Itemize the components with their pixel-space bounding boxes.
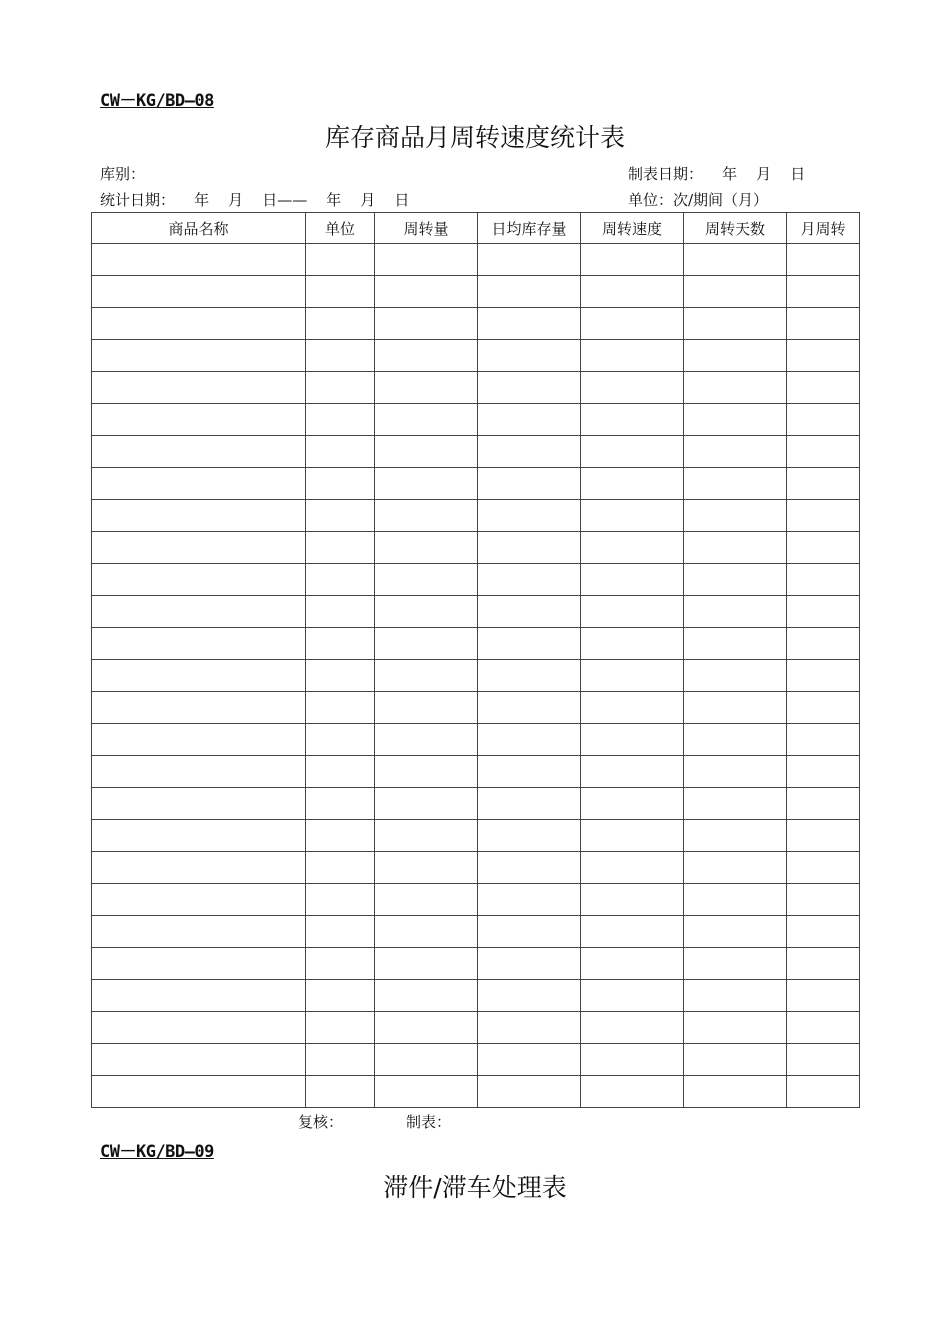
table-cell[interactable] <box>92 1012 306 1044</box>
table-cell[interactable] <box>684 980 787 1012</box>
table-cell[interactable] <box>92 564 306 596</box>
table-cell[interactable] <box>787 404 860 436</box>
table-cell[interactable] <box>478 404 581 436</box>
table-cell[interactable] <box>581 372 684 404</box>
table-cell[interactable] <box>306 724 375 756</box>
table-cell[interactable] <box>92 628 306 660</box>
table-cell[interactable] <box>787 372 860 404</box>
table-cell[interactable] <box>306 916 375 948</box>
table-cell[interactable] <box>684 660 787 692</box>
table-cell[interactable] <box>375 596 478 628</box>
table-cell[interactable] <box>478 1012 581 1044</box>
table-cell[interactable] <box>306 884 375 916</box>
table-cell[interactable] <box>306 1044 375 1076</box>
table-cell[interactable] <box>581 596 684 628</box>
table-cell[interactable] <box>478 308 581 340</box>
table-cell[interactable] <box>581 564 684 596</box>
unit-label: 单位：次/期间（月） <box>628 191 769 209</box>
table-cell[interactable] <box>375 436 478 468</box>
footer-review-label: 复核： <box>298 1113 344 1131</box>
table-cell[interactable] <box>684 820 787 852</box>
table-cell[interactable] <box>375 340 478 372</box>
table-cell[interactable] <box>92 340 306 372</box>
table-cell[interactable] <box>478 660 581 692</box>
table-row <box>92 276 860 308</box>
table-cell[interactable] <box>581 692 684 724</box>
table-cell[interactable] <box>684 564 787 596</box>
table-cell[interactable] <box>787 692 860 724</box>
table-cell[interactable] <box>787 1044 860 1076</box>
table-cell[interactable] <box>581 820 684 852</box>
table-cell[interactable] <box>92 276 306 308</box>
column-header-turnover-days: 周转天数 <box>684 213 787 244</box>
table-cell[interactable] <box>375 1076 478 1108</box>
table-row <box>92 916 860 948</box>
table-row <box>92 1076 860 1108</box>
table-cell[interactable] <box>375 1044 478 1076</box>
table-cell[interactable] <box>306 756 375 788</box>
table-row <box>92 532 860 564</box>
table-cell[interactable] <box>375 724 478 756</box>
table-cell[interactable] <box>306 372 375 404</box>
table-cell[interactable] <box>581 628 684 660</box>
table-cell[interactable] <box>787 1012 860 1044</box>
table-cell[interactable] <box>581 756 684 788</box>
table-cell[interactable] <box>92 1076 306 1108</box>
table-row <box>92 404 860 436</box>
table-header-row <box>92 213 860 244</box>
table-row <box>92 372 860 404</box>
table-row <box>92 980 860 1012</box>
table-cell[interactable] <box>581 500 684 532</box>
table-cell[interactable] <box>478 724 581 756</box>
table-cell[interactable] <box>787 756 860 788</box>
table-cell[interactable] <box>92 372 306 404</box>
table-cell[interactable] <box>684 532 787 564</box>
table-row <box>92 500 860 532</box>
table-cell[interactable] <box>306 596 375 628</box>
table-cell[interactable] <box>375 532 478 564</box>
table-cell[interactable] <box>478 276 581 308</box>
table-cell[interactable] <box>478 564 581 596</box>
table-cell[interactable] <box>306 660 375 692</box>
table-cell[interactable] <box>787 596 860 628</box>
table-cell[interactable] <box>375 820 478 852</box>
footer-prepared-label: 制表： <box>406 1113 452 1131</box>
column-header-avg-daily-stock: 日均库存量 <box>478 213 581 244</box>
table-cell[interactable] <box>581 404 684 436</box>
table-cell[interactable] <box>581 244 684 276</box>
table-row <box>92 948 860 980</box>
table-cell[interactable] <box>92 1044 306 1076</box>
table-cell[interactable] <box>787 500 860 532</box>
page-title: 库存商品月周转速度统计表 <box>324 123 625 152</box>
table-cell[interactable] <box>684 340 787 372</box>
form-code: CW－KG/BD—08 <box>100 91 214 111</box>
table-cell[interactable] <box>684 724 787 756</box>
table-cell[interactable] <box>478 596 581 628</box>
table-cell[interactable] <box>581 1076 684 1108</box>
table-cell[interactable] <box>787 724 860 756</box>
table-cell[interactable] <box>92 948 306 980</box>
table-cell[interactable] <box>684 1012 787 1044</box>
table-cell[interactable] <box>684 468 787 500</box>
table-cell[interactable] <box>306 436 375 468</box>
table-cell[interactable] <box>375 692 478 724</box>
table-cell[interactable] <box>92 436 306 468</box>
table-cell[interactable] <box>375 244 478 276</box>
table-cell[interactable] <box>581 724 684 756</box>
table-cell[interactable] <box>306 948 375 980</box>
table-cell[interactable] <box>306 468 375 500</box>
table-cell[interactable] <box>478 372 581 404</box>
table-cell[interactable] <box>478 1076 581 1108</box>
table-cell[interactable] <box>92 660 306 692</box>
table-cell[interactable] <box>581 308 684 340</box>
table-row <box>92 628 860 660</box>
table-cell[interactable] <box>684 852 787 884</box>
table-cell[interactable] <box>375 948 478 980</box>
column-header-unit: 单位 <box>306 213 375 244</box>
table-row <box>92 692 860 724</box>
table-row <box>92 564 860 596</box>
table-cell[interactable] <box>375 276 478 308</box>
column-header-monthly-turnover: 月周转 <box>787 213 860 244</box>
table-cell[interactable] <box>684 756 787 788</box>
table-cell[interactable] <box>787 788 860 820</box>
table-cell[interactable] <box>684 884 787 916</box>
warehouse-label: 库别： <box>100 165 146 183</box>
table-cell[interactable] <box>306 276 375 308</box>
table-cell[interactable] <box>306 980 375 1012</box>
table-cell[interactable] <box>306 308 375 340</box>
table-cell[interactable] <box>787 660 860 692</box>
table-cell[interactable] <box>787 308 860 340</box>
table-row <box>92 756 860 788</box>
table-row <box>92 884 860 916</box>
table-cell[interactable] <box>581 468 684 500</box>
table-cell[interactable] <box>92 756 306 788</box>
table-cell[interactable] <box>684 1076 787 1108</box>
table-cell[interactable] <box>478 628 581 660</box>
table-cell[interactable] <box>375 980 478 1012</box>
turnover-table <box>91 212 860 1108</box>
table-cell[interactable] <box>478 916 581 948</box>
table-cell[interactable] <box>375 404 478 436</box>
table-cell[interactable] <box>375 372 478 404</box>
table-cell[interactable] <box>684 276 787 308</box>
table-cell[interactable] <box>787 1076 860 1108</box>
table-cell[interactable] <box>478 1044 581 1076</box>
table-cell[interactable] <box>306 244 375 276</box>
table-cell[interactable] <box>92 404 306 436</box>
table-cell[interactable] <box>787 820 860 852</box>
table-cell[interactable] <box>92 724 306 756</box>
table-cell[interactable] <box>684 244 787 276</box>
table-cell[interactable] <box>684 372 787 404</box>
section-title-2: 滞件/滞车处理表 <box>383 1173 567 1202</box>
table-cell[interactable] <box>581 948 684 980</box>
table-cell[interactable] <box>478 980 581 1012</box>
table-cell[interactable] <box>478 500 581 532</box>
table-cell[interactable] <box>92 692 306 724</box>
table-cell[interactable] <box>684 404 787 436</box>
table-cell[interactable] <box>787 980 860 1012</box>
table-cell[interactable] <box>478 948 581 980</box>
table-cell[interactable] <box>684 916 787 948</box>
table-cell[interactable] <box>787 564 860 596</box>
table-cell[interactable] <box>92 500 306 532</box>
table-cell[interactable] <box>478 436 581 468</box>
column-header-turnover-speed: 周转速度 <box>581 213 684 244</box>
table-cell[interactable] <box>375 1012 478 1044</box>
table-cell[interactable] <box>581 884 684 916</box>
table-row <box>92 660 860 692</box>
table-cell[interactable] <box>92 596 306 628</box>
table-row <box>92 1044 860 1076</box>
table-cell[interactable] <box>375 916 478 948</box>
table-row <box>92 724 860 756</box>
table-cell[interactable] <box>478 244 581 276</box>
table-cell[interactable] <box>684 308 787 340</box>
table-cell[interactable] <box>684 948 787 980</box>
table-cell[interactable] <box>581 660 684 692</box>
table-cell[interactable] <box>581 436 684 468</box>
table-cell[interactable] <box>787 468 860 500</box>
table-cell[interactable] <box>478 756 581 788</box>
prepared-date-label: 制表日期： 年 月 日 <box>628 165 806 183</box>
table-row <box>92 596 860 628</box>
table-row <box>92 244 860 276</box>
table-cell[interactable] <box>92 532 306 564</box>
table-cell[interactable] <box>375 468 478 500</box>
table-row <box>92 788 860 820</box>
table-cell[interactable] <box>478 884 581 916</box>
table-cell[interactable] <box>306 1076 375 1108</box>
table-cell[interactable] <box>306 532 375 564</box>
table-row <box>92 1012 860 1044</box>
table-cell[interactable] <box>787 852 860 884</box>
table-cell[interactable] <box>787 436 860 468</box>
table-cell[interactable] <box>478 468 581 500</box>
table-cell[interactable] <box>787 244 860 276</box>
table-cell[interactable] <box>375 564 478 596</box>
table-cell[interactable] <box>92 820 306 852</box>
table-cell[interactable] <box>92 788 306 820</box>
table-cell[interactable] <box>581 532 684 564</box>
table-cell[interactable] <box>684 436 787 468</box>
table-cell[interactable] <box>581 340 684 372</box>
table-cell[interactable] <box>375 500 478 532</box>
table-cell[interactable] <box>787 532 860 564</box>
table-row <box>92 468 860 500</box>
table-cell[interactable] <box>478 340 581 372</box>
table-cell[interactable] <box>375 756 478 788</box>
table-cell[interactable] <box>306 628 375 660</box>
table-cell[interactable] <box>306 820 375 852</box>
table-cell[interactable] <box>684 628 787 660</box>
table-cell[interactable] <box>375 884 478 916</box>
stat-period-label: 统计日期： 年 月 日—— 年 月 日 <box>100 191 410 209</box>
table-cell[interactable] <box>375 788 478 820</box>
table-row <box>92 852 860 884</box>
table-row <box>92 436 860 468</box>
table-row <box>92 308 860 340</box>
table-cell[interactable] <box>478 852 581 884</box>
table-cell[interactable] <box>306 788 375 820</box>
table-cell[interactable] <box>306 852 375 884</box>
table-body <box>92 244 860 1108</box>
table-cell[interactable] <box>684 596 787 628</box>
table-cell[interactable] <box>92 884 306 916</box>
table-cell[interactable] <box>581 276 684 308</box>
table-cell[interactable] <box>581 1012 684 1044</box>
table-cell[interactable] <box>92 852 306 884</box>
table-cell[interactable] <box>787 628 860 660</box>
table-cell[interactable] <box>306 564 375 596</box>
table-cell[interactable] <box>581 1044 684 1076</box>
table-cell[interactable] <box>306 1012 375 1044</box>
table-cell[interactable] <box>787 884 860 916</box>
table-cell[interactable] <box>684 1044 787 1076</box>
table-cell[interactable] <box>581 788 684 820</box>
table-cell[interactable] <box>478 820 581 852</box>
table-cell[interactable] <box>787 916 860 948</box>
table-cell[interactable] <box>306 404 375 436</box>
table-cell[interactable] <box>684 692 787 724</box>
table-cell[interactable] <box>375 308 478 340</box>
table-cell[interactable] <box>581 852 684 884</box>
table-cell[interactable] <box>787 948 860 980</box>
form-code-2: CW－KG/BD—09 <box>100 1142 214 1162</box>
table-cell[interactable] <box>684 500 787 532</box>
table-cell[interactable] <box>92 244 306 276</box>
table-cell[interactable] <box>375 660 478 692</box>
table-cell[interactable] <box>375 852 478 884</box>
table-cell[interactable] <box>92 468 306 500</box>
table-cell[interactable] <box>787 340 860 372</box>
table-cell[interactable] <box>684 788 787 820</box>
table-cell[interactable] <box>375 628 478 660</box>
table-cell[interactable] <box>787 276 860 308</box>
table-cell[interactable] <box>92 980 306 1012</box>
table-cell[interactable] <box>478 692 581 724</box>
table-row <box>92 340 860 372</box>
table-cell[interactable] <box>478 788 581 820</box>
table-cell[interactable] <box>306 500 375 532</box>
table-cell[interactable] <box>581 980 684 1012</box>
table-cell[interactable] <box>306 340 375 372</box>
table-row <box>92 820 860 852</box>
column-header-turnover-qty: 周转量 <box>375 213 478 244</box>
table-cell[interactable] <box>92 916 306 948</box>
table-cell[interactable] <box>92 308 306 340</box>
table-cell[interactable] <box>306 692 375 724</box>
table-cell[interactable] <box>581 916 684 948</box>
table-cell[interactable] <box>478 532 581 564</box>
column-header-product-name: 商品名称 <box>92 213 306 244</box>
